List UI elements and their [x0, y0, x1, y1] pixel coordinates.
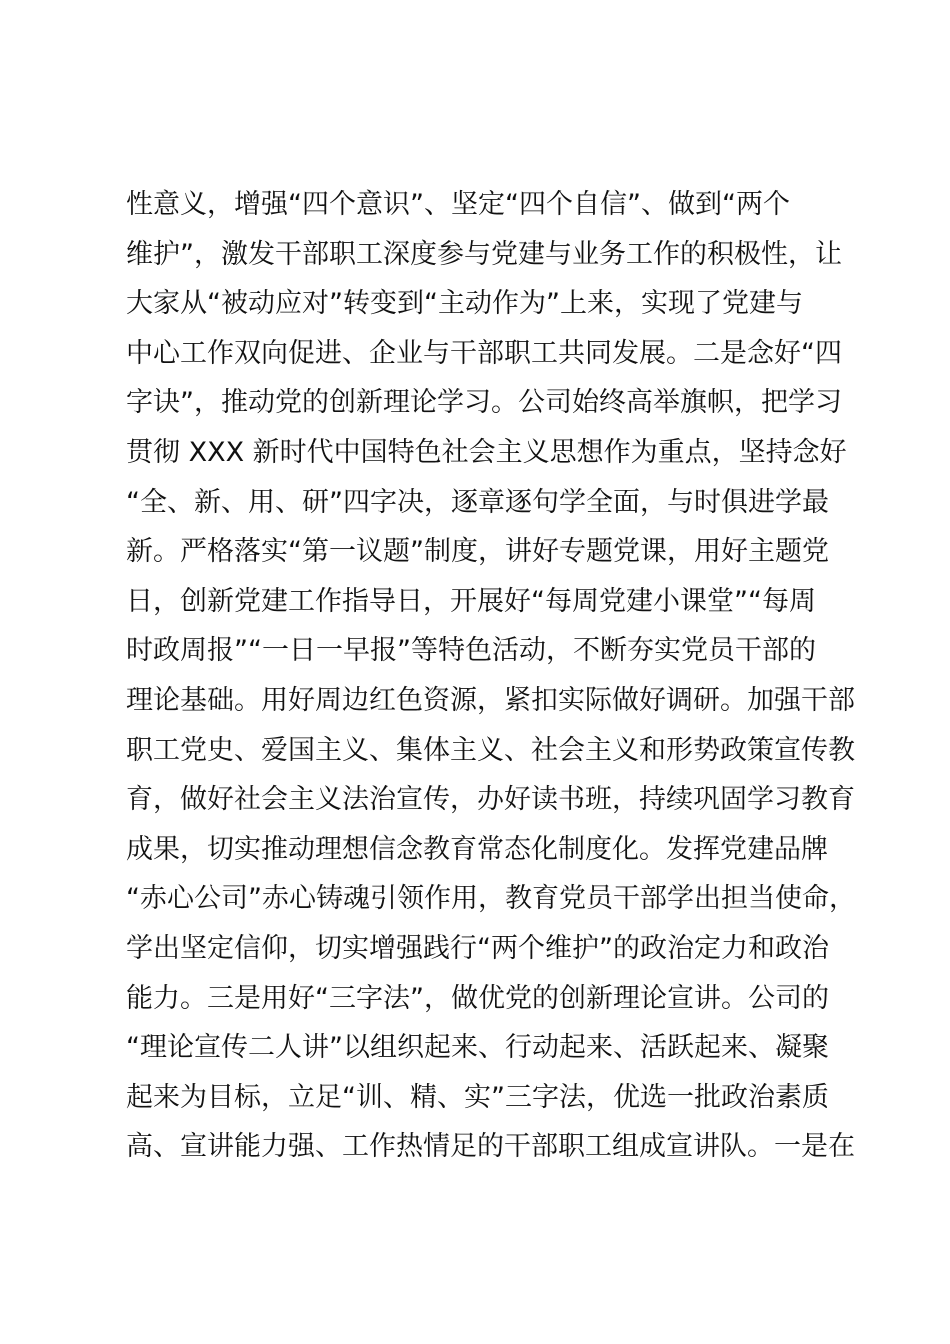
text-line: 育，做好社会主义法治宣传，办好读书班，持续巩固学习教育 — [126, 784, 855, 816]
text-line: 能力。三是用好“三字法”，做优党的创新理论宣讲。公司的 — [126, 982, 829, 1014]
text-line: “理论宣传二人讲”以组织起来、行动起来、活跃起来、凝聚 — [126, 1032, 829, 1064]
text-line: 日，创新党建工作指导日，开展好“每周党建小课堂”“每周 — [126, 585, 816, 617]
text-line: 大家从“被动应对”转变到“主动作为”上来，实现了党建与 — [126, 288, 803, 320]
text-line: 新。严格落实“第一议题”制度，讲好专题党课，用好主题党 — [126, 536, 829, 568]
text-line: 高、宣讲能力强、工作热情足的干部职工组成宣讲队。一是在 — [126, 1131, 855, 1163]
text-line: 起来为目标，立足“训、精、实”三字法，优选一批政治素质 — [126, 1081, 829, 1113]
text-line: 成果，切实推动理想信念教育常态化制度化。发挥党建品牌 — [126, 833, 828, 865]
text-line: 学出坚定信仰，切实增强践行“两个维护”的政治定力和政治 — [126, 932, 829, 964]
text-line: 维护”，激发干部职工深度参与党建与业务工作的积极性，让 — [126, 238, 842, 270]
text-line: “全、新、用、研”四字决，逐章逐句学全面，与时俱进学最 — [126, 486, 829, 518]
text-line: 字诀”，推动党的创新理论学习。公司始终高举旗帜，把学习 — [126, 387, 842, 419]
text-line: 职工党史、爱国主义、集体主义、社会主义和形势政策宣传教 — [126, 734, 855, 766]
body-text — [126, 180, 856, 1172]
text-line: 中心工作双向促进、企业与干部职工共同发展。二是念好“四 — [126, 337, 842, 369]
text-line: 性意义，增强“四个意识”、坚定“四个自信”、做到“两个 — [126, 189, 790, 220]
text-line: 理论基础。用好周边红色资源，紧扣实际做好调研。加强干部 — [126, 684, 855, 716]
text-line: “赤心公司”赤心铸魂引领作用，教育党员干部学出担当使命， — [126, 883, 856, 915]
text-line: 贯彻 XXX 新时代中国特色社会主义思想作为重点，坚持念好 — [126, 436, 847, 468]
text-line: 时政周报”“一日一早报”等特色活动，不断夯实党员干部的 — [126, 635, 816, 667]
